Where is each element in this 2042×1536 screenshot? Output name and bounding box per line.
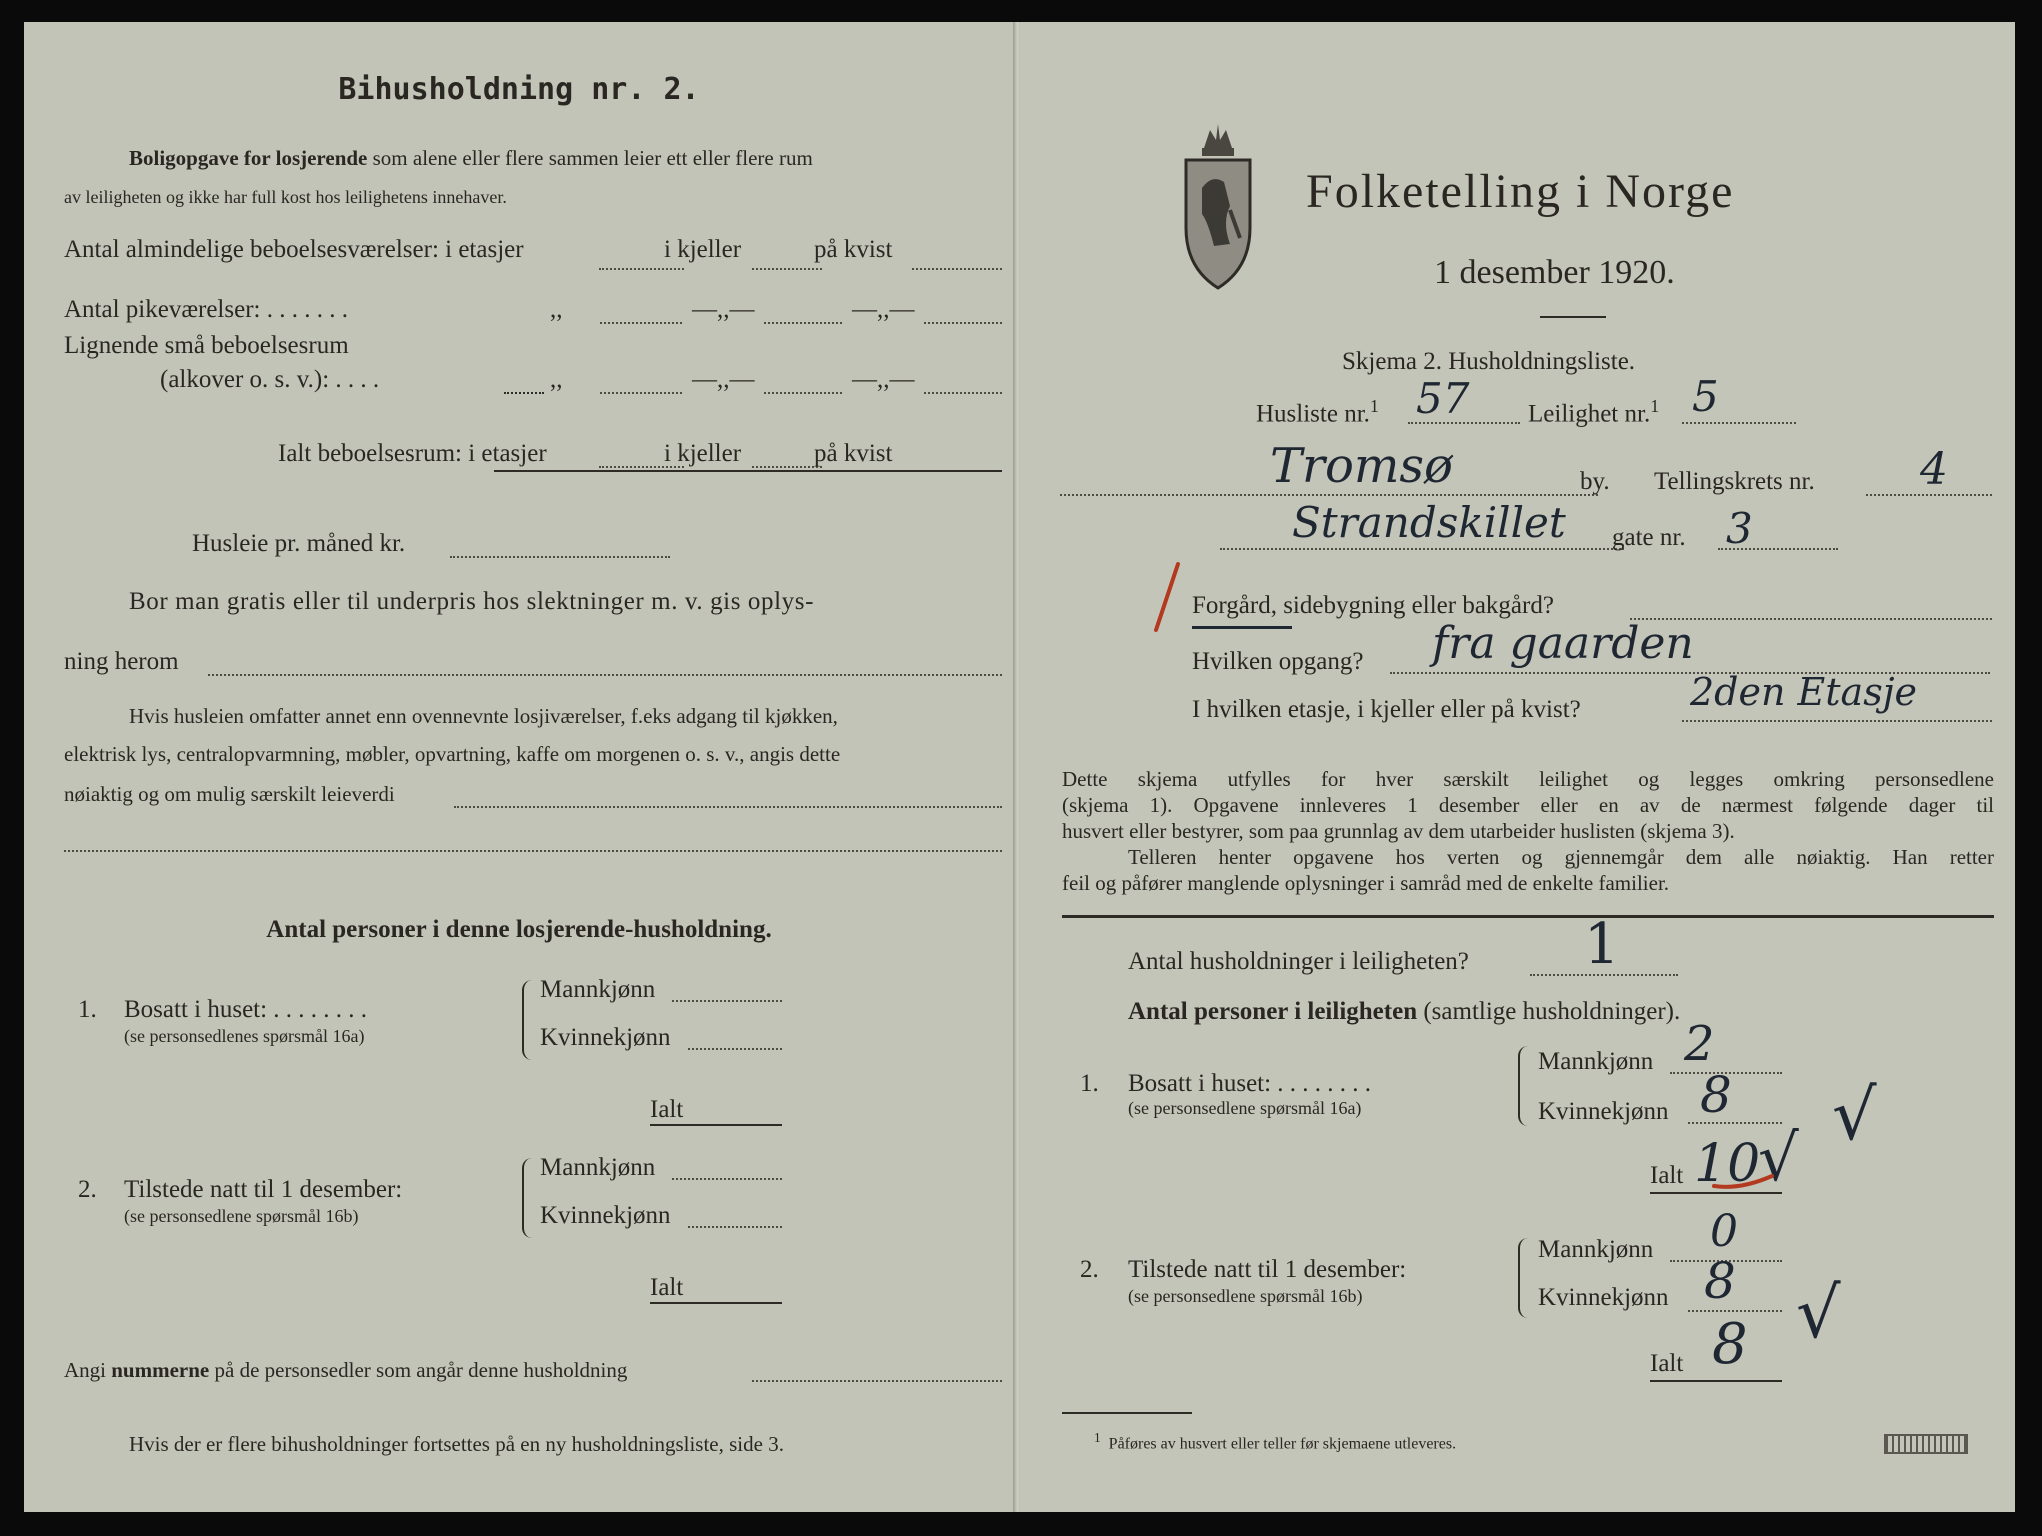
- antal-heading: Antal personer i denne losjerende-husholdning.: [266, 916, 772, 943]
- red-pencil-mark-icon: [1148, 560, 1188, 636]
- rooms-label: Antal almindelige beboelsesværelser: i etasjer: [64, 236, 524, 263]
- rooms-kjeller-field: [752, 268, 822, 270]
- right-q2-ialt-label: Ialt: [1650, 1350, 1684, 1377]
- right-q1-ialt-label: Ialt: [1650, 1162, 1684, 1189]
- etasje-label: I hvilken etasje, i kjeller eller på kvist?: [1192, 696, 1581, 723]
- gate-label: gate nr.: [1612, 524, 1686, 551]
- angi-line: [64, 1358, 627, 1383]
- antal-hush-value: 1: [1584, 912, 1620, 977]
- right-date: 1 desember 1920.: [1434, 254, 1675, 291]
- etasje-field: [1682, 720, 1992, 722]
- rooms-kjeller-label: i kjeller: [664, 236, 742, 263]
- left-q1-kvinne-label: Kvinnekjønn: [540, 1024, 671, 1051]
- footnote: [1094, 1430, 1456, 1453]
- antal-pers-rest: (samtlige husholdninger).: [1423, 998, 1681, 1025]
- leilighet-sup: 1: [1650, 396, 1660, 416]
- right-q2-kvinne-value: 8: [1704, 1252, 1736, 1310]
- husleie-label: Husleie pr. måned kr.: [192, 530, 406, 557]
- title-rule: [1540, 316, 1606, 318]
- bor-line-1: Bor man gratis eller til underpris hos slektninger m. v. gis oplys-: [129, 588, 815, 615]
- ialt-kvist-label: på kvist: [814, 440, 893, 467]
- husliste-sup: 1: [1369, 396, 1379, 416]
- husleie-field: [450, 556, 670, 558]
- antal-hush-label: Antal husholdninger i leiligheten?: [1128, 948, 1469, 975]
- right-page: [1020, 22, 2015, 1512]
- intro-line-2: av leiligheten og ikke har full kost hos leilighetens innehaver.: [64, 187, 507, 207]
- right-q2-label: Tilstede natt til 1 desember:: [1128, 1256, 1407, 1283]
- alkover-dash-1: —,,—: [692, 366, 755, 393]
- left-title: Bihusholdning nr. 2.: [338, 72, 700, 107]
- leilighet-field: [1682, 422, 1796, 424]
- pike-label: Antal pikeværelser: . . . . . . .: [64, 296, 348, 323]
- tellingskrets-value: 4: [1920, 444, 1948, 495]
- right-q1-ialt-value: 10: [1694, 1134, 1761, 1194]
- leieverdi-field-2: [64, 850, 1002, 852]
- rooms-kvist-label: på kvist: [814, 236, 893, 263]
- left-q1-sub: (se personsedlenes spørsmål 16a): [124, 1026, 365, 1046]
- right-q1-brace: [1518, 1046, 1528, 1126]
- left-q1-mann-label: Mannkjønn: [540, 976, 656, 1003]
- right-q2-check: √: [1796, 1272, 1841, 1354]
- pike-field-3: [924, 322, 1002, 324]
- info1-line-3: husvert eller bestyrer, som paa grunnlag av dem utarbeider huslisten (skjema 3).: [1062, 819, 1735, 843]
- left-q2-mann-label: Mannkjønn: [540, 1154, 656, 1181]
- footnote-num: 1: [1094, 1430, 1101, 1445]
- left-q1-ialt-underline: [650, 1124, 782, 1126]
- rooms-etasjer-field: [599, 268, 684, 270]
- leilighet-text: Leilighet nr.: [1528, 400, 1651, 428]
- info1-line-1: Dette skjema utfylles for hver særskilt leilighet og legges omkring personsedlene: [1062, 767, 1994, 791]
- antal-pers-line: [1128, 998, 1680, 1026]
- intro-bold: Boligopgave for losjerende: [129, 146, 368, 170]
- left-q2-ialt-underline: [650, 1302, 782, 1304]
- pike-field-2: [764, 322, 842, 324]
- husliste-value: 57: [1416, 374, 1470, 423]
- city-field: [1060, 494, 1598, 496]
- right-q2-ialt-underline: [1650, 1380, 1782, 1382]
- right-q2-num: 2.: [1080, 1256, 1099, 1283]
- right-title: Folketelling i Norge: [1306, 165, 1735, 218]
- right-q1-label: Bosatt i huset: . . . . . . . .: [1128, 1070, 1372, 1097]
- left-page: [24, 22, 1014, 1512]
- street-value: Strandskillet: [1292, 498, 1566, 547]
- right-q1-ialt-underline: [1650, 1192, 1782, 1194]
- norway-coat-of-arms-icon: [1180, 118, 1256, 290]
- antal-pers-bold: Antal personer i leiligheten: [1128, 998, 1418, 1025]
- left-q2-kvinne-field: [688, 1226, 782, 1228]
- ialt-kjeller-label: i kjeller: [664, 440, 742, 467]
- info2-line-2: feil og påfører manglende oplysninger i samråd med de enkelte familier.: [1062, 871, 1670, 895]
- alkover-field-1: [600, 392, 682, 394]
- angi-rest: på de personsedler som angår denne husholdning: [214, 1358, 628, 1382]
- city-value: Tromsø: [1270, 438, 1453, 494]
- lignende-label: Lignende små beboelsesrum: [64, 332, 349, 359]
- alkover-label: (alkover o. s. v.): . . . .: [160, 366, 380, 393]
- right-q2-mann-value: 0: [1710, 1206, 1738, 1257]
- street-field: [1220, 548, 1624, 550]
- left-q2-ialt-label: Ialt: [650, 1274, 684, 1301]
- left-q1-num: 1.: [78, 996, 97, 1023]
- left-q2-mann-field: [672, 1178, 782, 1180]
- left-q1-label: Bosatt i huset: . . . . . . . .: [124, 996, 368, 1023]
- husliste-text: Husliste nr.: [1256, 400, 1370, 428]
- bor-line-2: ning herom: [64, 648, 179, 675]
- right-q2-ialt-value: 8: [1712, 1312, 1748, 1377]
- angi-field: [752, 1380, 1002, 1382]
- tellingskrets-label: Tellingskrets nr.: [1654, 468, 1815, 495]
- right-q1-mann-label: Mannkjønn: [1538, 1048, 1654, 1075]
- by-label: by.: [1580, 468, 1610, 495]
- right-q1-check-2: √: [1758, 1122, 1799, 1196]
- right-q1-kvinne-label: Kvinnekjønn: [1538, 1098, 1669, 1125]
- right-q1-sub: (se personsedlene spørsmål 16a): [1128, 1098, 1362, 1118]
- left-q2-kvinne-label: Kvinnekjønn: [540, 1202, 671, 1229]
- footnote-rule: [1062, 1412, 1192, 1414]
- husliste-label: [1256, 396, 1379, 428]
- alkover-dash-2: —,,—: [852, 366, 915, 393]
- forgaard-label: Forgård, sidebygning eller bakgård?: [1192, 592, 1554, 619]
- right-q1-mann-value: 2: [1684, 1016, 1715, 1072]
- pike-dash-1: —,,—: [692, 296, 755, 323]
- pike-field-1: [600, 322, 682, 324]
- opgang-value: fra gaarden: [1432, 618, 1694, 669]
- forgaard-underline: [1192, 626, 1292, 629]
- left-q2-brace: [522, 1158, 532, 1238]
- pike-dash-2: —,,—: [852, 296, 915, 323]
- intro-rest: som alene eller flere sammen leier ett eller flere rum: [372, 146, 813, 170]
- opgang-label: Hvilken opgang?: [1192, 648, 1364, 675]
- bor-field: [208, 674, 1002, 676]
- ialt-kjeller-field: [752, 466, 822, 468]
- intro-line-1: [129, 146, 813, 171]
- left-q1-mann-field: [672, 1000, 782, 1002]
- gate-value: 3: [1726, 504, 1753, 553]
- hvis-line-2: elektrisk lys, centralopvarmning, møbler, opvartning, kaffe om morgenen o. s. v., angis dette: [64, 742, 841, 766]
- hvis-line-3: nøiaktig og om mulig særskilt leieverdi: [64, 782, 395, 806]
- printer-stamp-icon: [1884, 1434, 1968, 1454]
- left-q1-brace: [522, 980, 532, 1060]
- info2-line-1: Telleren henter opgavene hos verten og gjennemgår dem alle nøiaktig. Han retter: [1128, 845, 1994, 869]
- angi-pre: Angi: [64, 1358, 106, 1382]
- left-q1-kvinne-field: [688, 1048, 782, 1050]
- leieverdi-field: [454, 806, 1002, 808]
- rooms-kvist-field: [912, 268, 1002, 270]
- ialt-underline: [494, 470, 1002, 472]
- section-rule: [1062, 915, 1994, 918]
- alkover-field-0: [504, 392, 544, 394]
- left-q2-label: Tilstede natt til 1 desember:: [124, 1176, 403, 1203]
- angi-bold: nummerne: [111, 1358, 210, 1382]
- etasje-value: 2den Etasje: [1690, 670, 1917, 714]
- left-q1-ialt-label: Ialt: [650, 1096, 684, 1123]
- footnote-text: Påføres av husvert eller teller før skjemaene utleveres.: [1108, 1435, 1457, 1453]
- hvis-line-1: Hvis husleien omfatter annet enn ovennevnte losjiværelser, f.eks adgang til kjøkken,: [129, 704, 838, 728]
- leilighet-label: [1528, 396, 1659, 428]
- right-q2-brace: [1518, 1238, 1528, 1318]
- pike-quote: ,,: [550, 296, 563, 323]
- alkover-field-3: [924, 392, 1002, 394]
- ialt-label: Ialt beboelsesrum: i etasjer: [278, 440, 547, 467]
- right-q2-kvinne-label: Kvinnekjønn: [1538, 1284, 1669, 1311]
- info1-line-2: (skjema 1). Opgavene innleveres 1 desember eller en av de nærmest følgende dager til: [1062, 793, 1994, 817]
- left-q2-num: 2.: [78, 1176, 97, 1203]
- left-footer: Hvis der er flere bihusholdninger fortsettes på en ny husholdningsliste, side 3.: [129, 1432, 784, 1456]
- red-pencil-underline-icon: [1710, 1162, 1780, 1192]
- right-q1-kvinne-value: 8: [1700, 1066, 1732, 1124]
- leilighet-value: 5: [1692, 372, 1719, 421]
- right-q1-check-1: √: [1832, 1074, 1877, 1156]
- right-q1-num: 1.: [1080, 1070, 1099, 1097]
- skjema-label: Skjema 2. Husholdningsliste.: [1342, 348, 1636, 375]
- right-q2-sub: (se personsedlene spørsmål 16b): [1128, 1286, 1363, 1306]
- alkover-field-2: [764, 392, 842, 394]
- left-q2-sub: (se personsedlene spørsmål 16b): [124, 1206, 359, 1226]
- right-q2-mann-label: Mannkjønn: [1538, 1236, 1654, 1263]
- alkover-quote: ,,: [550, 366, 563, 393]
